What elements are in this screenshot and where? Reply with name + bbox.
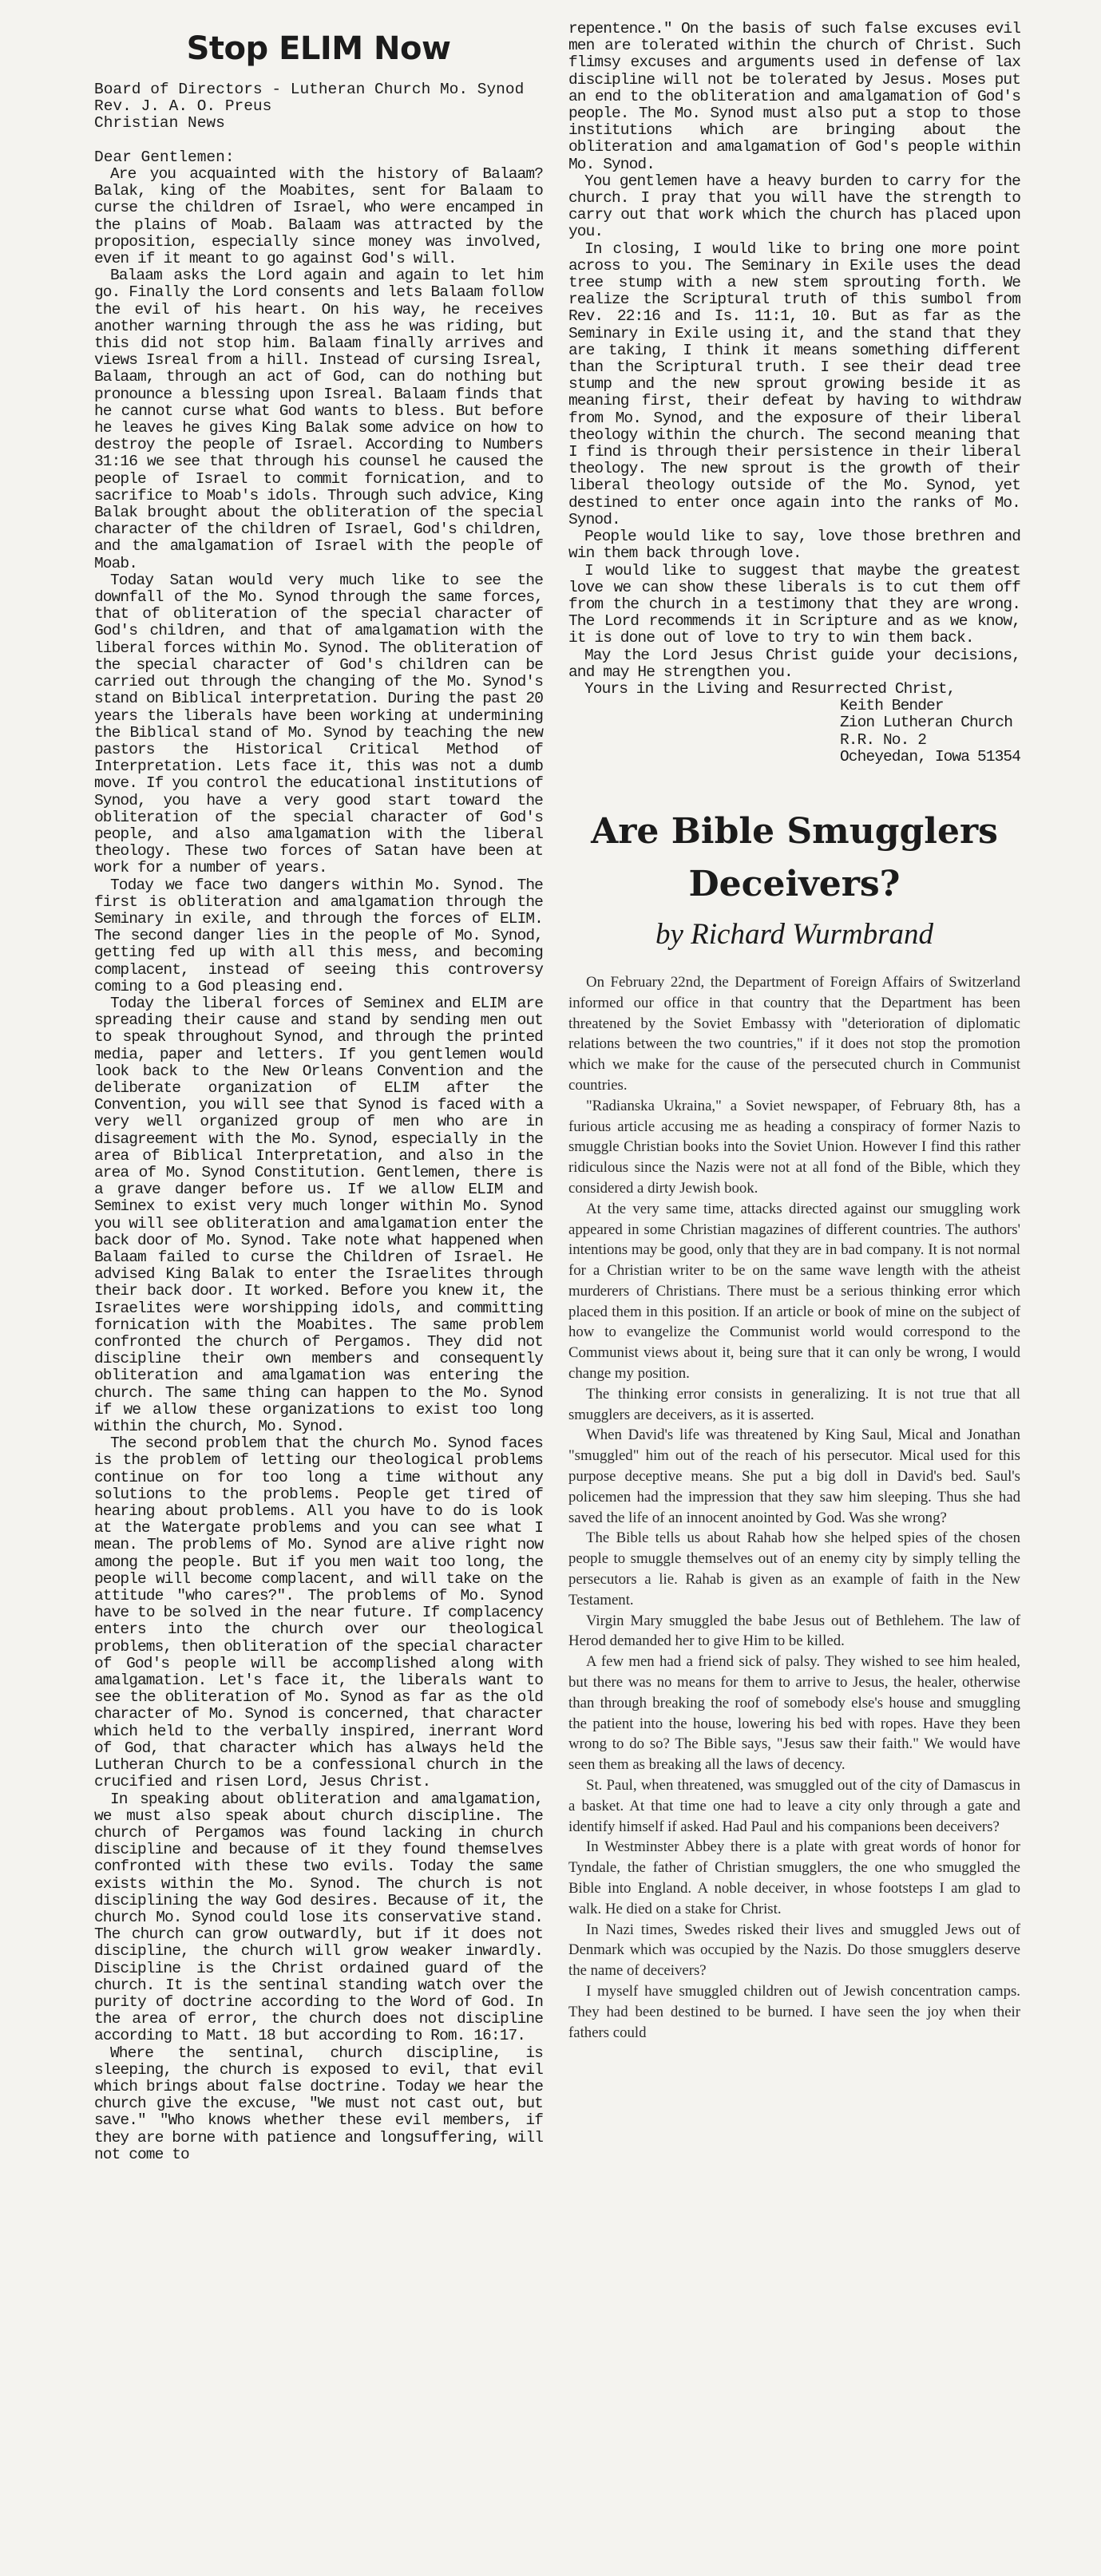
article-body	[568, 972, 1020, 2043]
letter-paragraph: Today Satan would very much like to see the downfall of the Mo. Synod through the same forces, that of obliteration of the special character of God's children, and that of amalgamation with the liberal forces within Mo. Synod. The obliteration of the special character of God's children can be carried out through the changing of the Mo. Synod's stand on Biblical interpretation. During the past 20 years the liberals have been working at undermining the Biblical stand of Mo. Synod by teaching the new pastors the Historical Critical Method of Interpretation. Lets face it, this was not a dumb move. If you control the educational institutions of Synod, you have a very good start toward the obliteration of the special character of God's people, and also amalgamation with the liberal theology. These two forces of Satan have been at work for a number of years.	[94, 571, 543, 877]
letter-paragraph: In closing, I would like to bring one more point across to you. The Seminary in Exile uses the dead tree stump with a new stem sprouting forth. We realize the Scriptural truth of this sumbol from Rev. 22:16 and Is. 11:1, 10. But as far as the Seminary in Exile using it, and the stand that they are taking, I think it means something different than the Scriptural truth. I see their dead tree stump and the new sprout growing beside it as meaning first, their defeat by having to withdraw from Mo. Synod, and the exposure of their liberal theology within the church. The second meaning that I find is through their persistence in their liberal theology. The new sprout is the growth of their liberal theology outside of the Mo. Synod, yet destined to enter once again into the ranks of Mo. Synod.	[568, 239, 1020, 528]
letter-paragraph: People would like to say, love those brethren and win them back through love.	[568, 528, 1020, 563]
article-paragraph: Virgin Mary smuggled the babe Jesus out of Bethlehem. The law of Herod demanded her to give Him to be killed.	[568, 1612, 1020, 1650]
address-line: Rev. J. A. O. Preus	[94, 97, 272, 115]
letter-paragraph: Today we face two dangers within Mo. Synod. The first is obliteration and amalgamation through the Seminary in exile, and through the forces of ELIM. The second danger lies in the people of Mo. Synod, getting fed up with all this mess, and becoming complacent, instead of seeing this controversy coming to a God pleasing end.	[94, 876, 543, 995]
letter-paragraph: The second problem that the church Mo. Synod faces is the problem of letting our theological problems continue on for too long a time without any solutions to the problems. People get tired of hearing about problems. All you have to do is look at the Watergate problems and you can see what I mean. The problems of Mo. Synod are alive right now among the people. But if you men wait too long, the people will become complacent, and will take on the attitude "who cares?". The problems of Mo. Synod have to be solved in the near future. If complacency enters into the church over our theological problems, then obliteration of the special character of God's people will be accomplished along with amalgamation. Let's face it, the liberals want to see the obliteration of Mo. Synod as far as the old character of Mo. Synod is concerned, that character which held to the verbally inspired, inerrant Word of God, that character which has always held the Lutheran Church to be a confessional church in the crucified and risen Lord, Jesus Christ.	[94, 1434, 543, 1791]
article-paragraph: The thinking error consists in generalizing. It is not true that all smugglers are deceivers, as it is asserted.	[568, 1385, 1020, 1423]
letter-paragraph: repentence." On the basis of such false excuses evil men are tolerated within the church of Christ. Such flimsy excuses and arguments used in defense of lax discipline will not be tolerated by Jesus. Moses put an end to the obliteration and amalgamation of God's people. The Mo. Synod must also put a stop to those institutions which are bringing about the obliteration and amalgamation of God's people within Mo. Synod.	[568, 20, 1020, 173]
signature-city-row	[840, 749, 1020, 766]
letter-paragraph: Where the sentinal, church discipline, is sleeping, the church is exposed to evil, that evil which brings about false doctrine. Today we hear the church give the excuse, "We must not cast out, but save." "Who knows whether these evil members, if they are borne with patience and longsuffering, will not come to	[94, 2044, 543, 2163]
letter-paragraph: Are you acquainted with the history of Balaam? Balak, king of the Moabites, sent for Balaam to curse the children of Israel, who were encamped in the plains of Moab. Balaam was attracted by the proposition, especially since money was involved, even if it meant to go against God's will.	[94, 165, 543, 268]
letter-paragraph: You gentlemen have a heavy burden to carry for the church. I pray that you will have the strength to carry out that work which the church has placed upon you.	[568, 172, 1020, 241]
signature-zip: 51354	[976, 747, 1020, 766]
letter-salutation: Dear Gentlemen:	[94, 148, 235, 166]
left-column	[94, 0, 543, 2163]
article-paragraph: I myself have smuggled children out of Jewish concentration camps. They had been destined to be burned. I have seen the joy when their fathers could	[568, 1982, 1020, 2041]
letter-paragraph: I would like to suggest that maybe the greatest love we can show these liberals is to cut them off from the church in a testimony that they are wrong. The Lord recommends it in Scripture and as we know, it is done out of love to try to win them back.	[568, 561, 1020, 647]
article-paragraph: On February 22nd, the Department of Foreign Affairs of Switzerland informed our office in that country that the Department has been threatened by the Soviet Embassy with "deterioration of diplomatic relations between the two countries," if it does not stop the promotion which we make for the cause of the persecuted church in Communist countries.	[568, 973, 1020, 1094]
address-line: Christian News	[94, 114, 225, 132]
letter-body-left	[94, 166, 543, 2163]
letter-body-right	[568, 21, 1020, 681]
letter-address	[94, 81, 543, 132]
article-paragraph: When David's life was threatened by King Saul, Mical and Jonathan "smuggled" him out of the reach of his persecutor. Mical used for this purpose deceptive means. She put a big doll in David's bed. Saul's policemen had the impression that they saw him sleeping. Thus she had saved the life of an innocent anointed by God. Was she wrong?	[568, 1426, 1020, 1526]
article-paragraph: "Radianska Ukraina," a Soviet newspaper, of February 8th, has a furious article accusing me as heading a conspiracy of former Nazis to smuggle Christian books into the Soviet Union. However I find this rather ridiculous since the Nazis were not at all fond of the Bible, which they considered a dirty Jewish book.	[568, 1097, 1020, 1197]
letter-paragraph: Balaam asks the Lord again and again to let him go. Finally the Lord consents and lets Balaam follow the evil of his heart. On his way, he receives another warning through the ass he was riding, but this did not stop him. Balaam finally arrives and views Isreal from a hill. Instead of cursing Isreal, Balaam, through an act of God, can do nothing but pronounce a blessing upon Isreal. Balaam finds that he cannot curse what God wants to bless. But before he leaves he gives King Balak some advice on how to destroy the people of Israel. According to Numbers 31:16 we see that through his counsel he caused the people of Israel to commit fornication, and to sacrifice to Moab's idols. Through such advice, King Balak brought about the obliteration of the special character of the children of Israel, God's children, and the amalgamation of Israel with the people of Moab.	[94, 267, 543, 572]
article-title-line: Are Bible Smugglers	[591, 810, 998, 852]
signature-route: R.R. No. 2	[840, 730, 927, 749]
address-line: Board of Directors - Lutheran Church Mo. Synod	[94, 81, 525, 98]
article-paragraph: In Nazi times, Swedes risked their lives and smuggled Jews out of Denmark which was occupied by the Nazis. Do those smugglers deserve the name of deceivers?	[568, 1921, 1020, 1980]
closing-line: Yours in the Living and Resurrected Christ,	[584, 679, 956, 698]
article-title	[568, 805, 1020, 911]
letter-paragraph: Today the liberal forces of Seminex and ELIM are spreading their cause and stand by sending men out to speak throughout Synod, and through the printed media, paper and letters. If you gentlemen would look back to the New Orleans Convention and the deliberate organization of ELIM after the Convention, you will see that Synod is faced with a very well organized group of men who are in disagreement with the Mo. Synod, especially in the area of Biblical Interpretation, and also in the area of Mo. Synod Constitution. Gentlemen, there is a grave danger before us. If we allow ELIM and Seminex to exist very much longer within Mo. Synod you will see obliteration and amalgamation enter the back door of Mo. Synod. Take note what happened when Balaam failed to curse the Children of Israel. He advised King Balak to enter the Israelites through their back door. It worked. Before you knew it, the Israelites were worshipping idols, and committing fornication with the Moabites. The same problem confronted the church of Pergamos. They did not discipline their own members and consequently obliteration and amalgamation was entering the church. The same thing can happen to the Mo. Synod if we allow these organizations to exist too long within the church, Mo. Synod.	[94, 994, 543, 1436]
letter-closing	[568, 681, 1020, 766]
article-title-line: Deceivers?	[688, 863, 901, 904]
article-paragraph: At the very same time, attacks directed against our smuggling work appeared in some Christian magazines of different countries. The authors' intentions may be good, only that they are in bad company. It is not normal for a Christian writer to be on the same wave length with the atheist murderers of Christians. There must be a serious thinking error which placed them in this position. If an article or book of mine on the subject of how to evangelize the Communist world would correspond to the Communist views about it, being sure that it can only be wrong, I would change my position.	[568, 1200, 1020, 1383]
article-paragraph: St. Paul, when threatened, was smuggled out of the city of Damascus in a basket. At that time one had to leave a city only through a gate and identify himself if asked. Had Paul and his companions been deceivers?	[568, 1777, 1020, 1835]
letter-paragraph: May the Lord Jesus Christ guide your decisions, and may He strengthen you.	[568, 646, 1020, 681]
right-column	[568, 0, 1020, 2043]
article-paragraph: In Westminster Abbey there is a plate with great words of honor for Tyndale, the father of Christian smugglers, the one who smuggled the Bible into England. A noble deceiver, in whose footsteps I am glad to walk. He died on a stake for Christ.	[568, 1838, 1020, 1917]
signature-name: Keith Bender	[840, 697, 944, 715]
letter-paragraph: In speaking about obliteration and amalgamation, we must also speak about church discipline. The church of Pergamos was found lacking in church discipline and because of it they found themselves confronted with these two evils. Today the same exists within the Mo. Synod. The church is not disciplining the way God desires. Because of it, the church Mo. Synod could lose its conservative stand. The church can grow outwardly, but if it does not discipline, the church will grow weaker inwardly. Discipline is the Christ ordained guard of the church. It is the sentinal standing watch over the purity of doctrine according to the Word of God. In the area of error, the church does not discipline according to Matt. 18 but according to Rom. 16:17.	[94, 1790, 543, 2045]
letter-title: Stop ELIM Now	[186, 30, 451, 67]
article-byline: by Richard Wurmbrand	[655, 917, 934, 951]
signature-city: Ocheyedan, Iowa	[840, 747, 970, 766]
article-paragraph: A few men had a friend sick of palsy. They wished to see him healed, but there was no means for them to arrive to Jesus, the healer, otherwise than through breaking the roof of somebody else's house and smuggling the patient into the house, lowering his bed with ropes. Have they been wrong to do so? The Bible says, "Jesus saw their faith." We would have seen them as breaking all the laws of decency.	[568, 1653, 1020, 1774]
signature-church: Zion Lutheran Church	[840, 714, 1013, 732]
letter-signature	[568, 698, 1020, 766]
article-paragraph: The Bible tells us about Rahab how she helped spies of the chosen people to smuggle themselves out of an enemy city by simply telling the persecutors a lie. Rahab is given as an example of faith in the New Testament.	[568, 1529, 1020, 1609]
